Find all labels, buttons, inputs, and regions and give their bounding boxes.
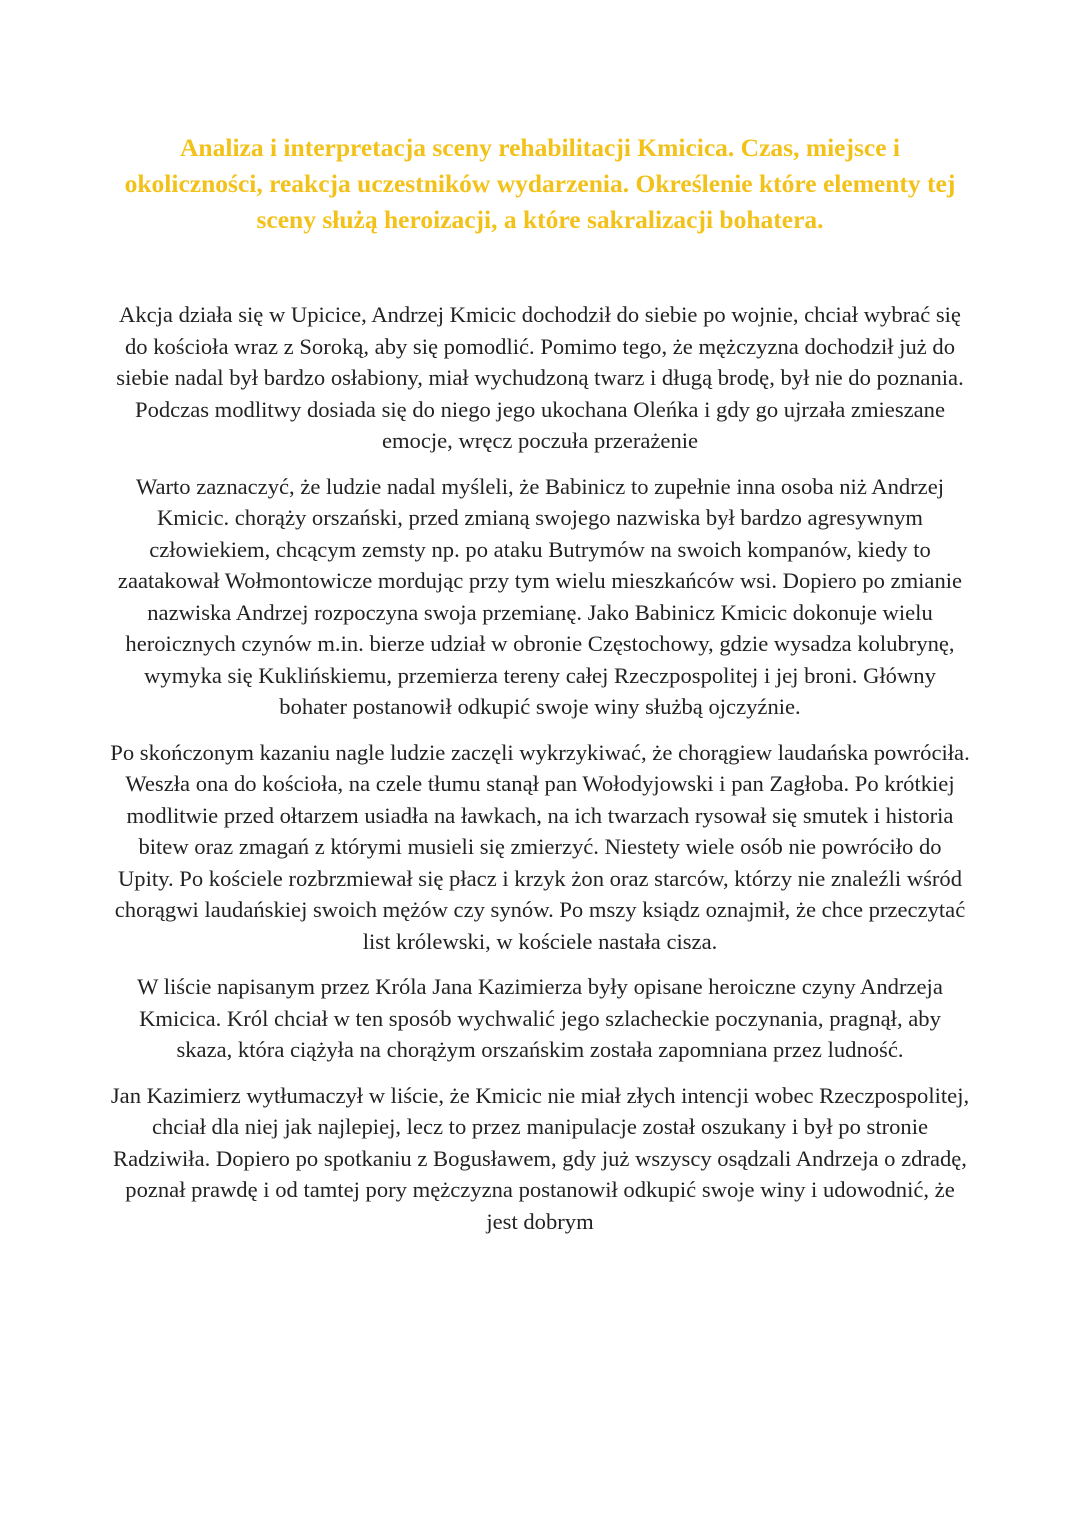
paragraph-1: Akcja działa się w Upicice, Andrzej Kmicic dochodził do siebie po wojnie, chciał wybrać się do kościoła wraz z Soroką, aby się pomodlić. Pomimo tego, że mężczyzna dochodził już do siebie nadal był bardzo osłabiony, miał wychudzoną twarz i długą brodę, był nie do poznania. Podczas modlitwy dosiada się do niego jego ukochana Oleńka i gdy go ujrzała zmieszane emocje, wręcz poczuła przerażenie bbox=[116, 302, 964, 453]
paragraph-5: Jan Kazimierz wytłumaczył w liście, że Kmicic nie miał złych intencji wobec Rzeczpospolitej, chciał dla niej jak najlepiej, lecz to przez manipulacje został oszukany i był po stronie Radziwiła. Dopiero po spotkaniu z Bogusławem, gdy już wszyscy osądzali Andrzeja o zdradę, poznał prawdę i od tamtej pory mężczyzna postanowił odkupić swoje winy i udowodnić, że jest dobrym bbox=[110, 1082, 970, 1234]
document-body bbox=[110, 299, 970, 1251]
paragraph-3: Po skończonym kazaniu nagle ludzie zaczęli wykrzykiwać, że chorągiew laudańska powróciła. Weszła ona do kościoła, na czele tłumu stanął pan Wołodyjowski i pan Zagłoba. Po krótkiej modlitwie przed ołtarzem usiadła na ławkach, na ich twarzach rysował się smutek i historia bitew oraz zmagań z którymi musieli się zmierzyć. Niestety wiele osób nie powróciło do Upity. Po kościele rozbrzmiewał się płacz i krzyk żon oraz starców, którzy nie znaleźli wśród chorągwi laudańskiej swoich mężów czy synów. Po mszy ksiądz oznajmił, że chce przeczytać list królewski, w kościele nastała cisza. bbox=[110, 739, 970, 954]
paragraph-2: Warto zaznaczyć, że ludzie nadal myśleli, że Babinicz to zupełnie inna osoba niż Andrzej Kmicic. chorąży orszański, przed zmianą swojego nazwiska był bardzo agresywnym człowiekiem, chcącym zemsty np. po ataku Butrymów na swoich kompanów, kiedy to zaatakował Wołmontowicze mordując przy tym wielu mieszkańców wsi. Dopiero po zmianie nazwiska Andrzej rozpoczyna swoja przemianę. Jako Babinicz Kmicic dokonuje wielu heroicznych czynów m.in. bierze udział w obronie Częstochowy, gdzie wysadza kolubrynę, wymyka się Kuklińskiemu, przemierza tereny całej Rzeczpospolitej i jej broni. Główny bohater postanowił odkupić swoje winy służbą ojczyźnie. bbox=[117, 473, 963, 719]
paragraph-4: W liście napisanym przez Króla Jana Kazimierza były opisane heroiczne czyny Andrzeja Kmicica. Król chciał w ten sposób wychwalić jego szlacheckie poczynania, pragnął, aby skaza, która ciążyła na chorążym orszańskim została zapomniana przez ludność. bbox=[137, 974, 943, 1062]
document-title: Analiza i interpretacja sceny rehabilitacji Kmicica. Czas, miejsce i okoliczności, reakcja uczestników wydarzenia. Określenie które elementy tej sceny służą heroizacji, a które sakralizacji bohatera. bbox=[124, 133, 956, 234]
